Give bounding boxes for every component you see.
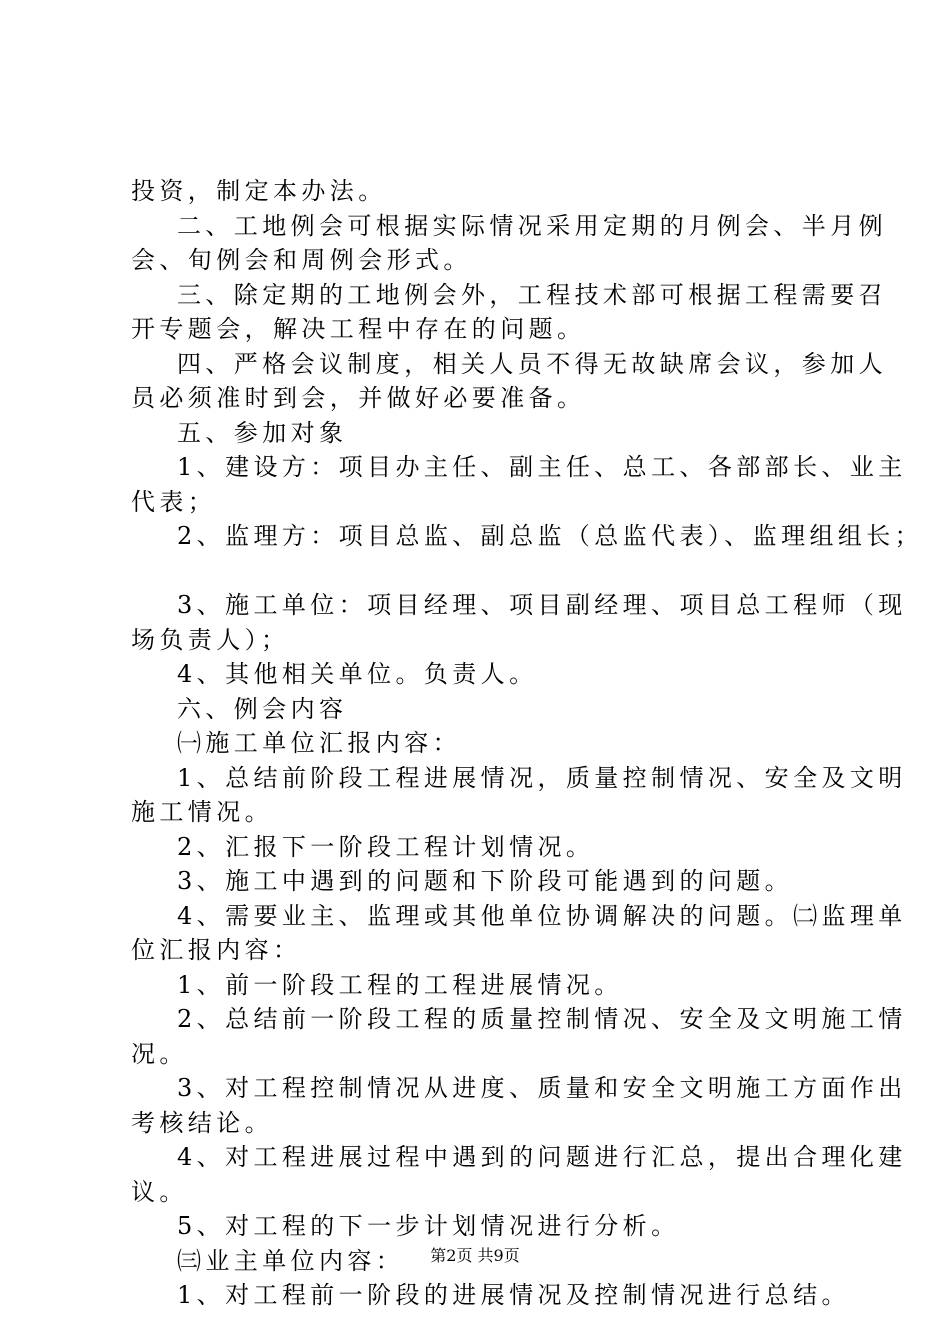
text-line: 5、对工程的下一步计划情况进行分析。 <box>177 1212 680 1240</box>
text-line: 1、前一阶段工程的工程进展情况。 <box>177 970 623 999</box>
text-line: 会、旬例会和周例会形式。 <box>131 246 472 274</box>
text-line: 考核结论。 <box>131 1108 273 1137</box>
text-line: 3、对工程控制情况从进度、质量和安全文明施工方面作出 <box>177 1074 907 1102</box>
page-footer: 第2页 共9页 <box>430 1246 520 1265</box>
text-line: 3、施工单位：项目经理、项目副经理、项目总工程师（现 <box>177 591 907 619</box>
section-heading: 五、参加对象 <box>177 418 348 447</box>
text-line: 员必须准时到会，并做好必要准备。 <box>131 384 586 412</box>
text-line: 况。 <box>131 1039 188 1068</box>
blank-line <box>131 554 841 589</box>
text-line: 1、总结前阶段工程进展情况，质量控制情况、安全及文明 <box>177 763 907 792</box>
text-line: 2、汇报下一阶段工程计划情况。 <box>177 832 595 861</box>
text-line: 三、除定期的工地例会外，工程技术部可根据工程需要召 <box>177 280 887 309</box>
text-line: 4、其他相关单位。负责人。 <box>177 660 538 688</box>
text-line: 位汇报内容： <box>131 936 302 964</box>
text-line: 1、对工程前一阶段的进展情况及控制情况进行总结。 <box>177 1281 850 1309</box>
text-line: 1、建设方：项目办主任、副主任、总工、各部部长、业主 <box>177 453 907 481</box>
subsection-heading: ㈢业主单位内容： <box>177 1246 405 1275</box>
text-line: 开专题会，解决工程中存在的问题。 <box>131 315 586 343</box>
subsection-heading: ㈠施工单位汇报内容： <box>177 729 461 757</box>
text-line: 二、工地例会可根据实际情况采用定期的月例会、半月例 <box>177 211 887 240</box>
text-line: 投资，制定本办法。 <box>131 177 387 205</box>
text-line: 3、施工中遇到的问题和下阶段可能遇到的问题。 <box>177 867 794 895</box>
section-heading: 六、例会内容 <box>177 694 348 723</box>
text-line: 4、对工程进展过程中遇到的问题进行汇总，提出合理化建 <box>177 1143 907 1171</box>
document-body <box>131 174 924 1313</box>
text-line: 四、严格会议制度，相关人员不得无故缺席会议，参加人 <box>177 349 887 378</box>
text-line: 施工情况。 <box>131 798 273 826</box>
text-line: 场负责人）； <box>131 625 290 654</box>
text-line: 2、监理方：项目总监、副总监（总监代表）、监理组组长； <box>177 522 924 550</box>
text-line: 2、总结前一阶段工程的质量控制情况、安全及文明施工情 <box>177 1005 907 1033</box>
text-line: 4、需要业主、监理或其他单位协调解决的问题。㈡监理单 <box>177 901 907 930</box>
text-line: 议。 <box>131 1177 188 1206</box>
text-line: 代表； <box>131 487 217 516</box>
